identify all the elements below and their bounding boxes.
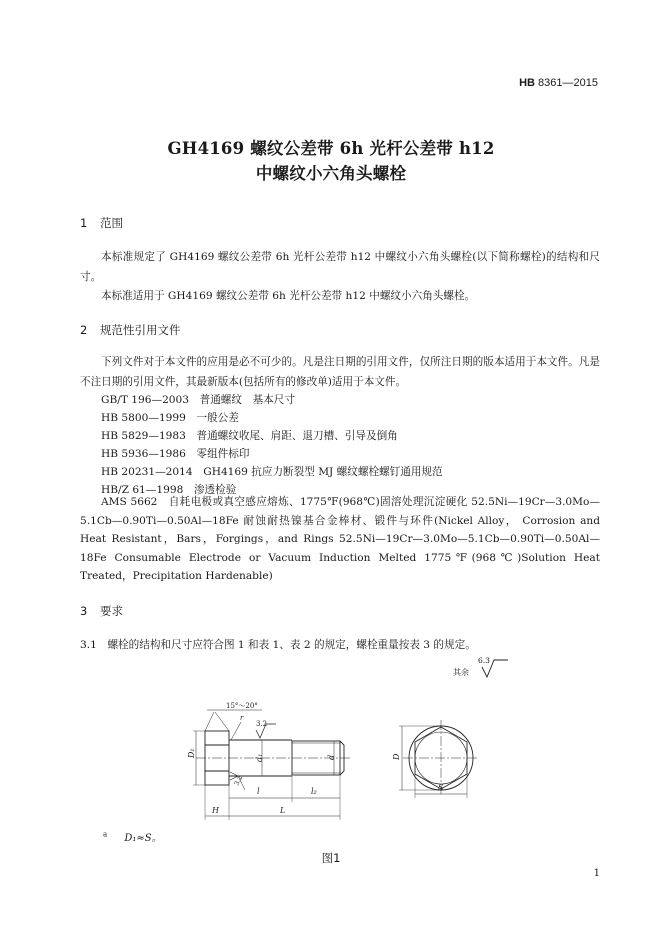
dim-l2: l₂ <box>311 787 317 796</box>
section-title: 范围 <box>100 216 123 230</box>
reference-ams: AMS 5662 自耗电极或真空感应熔炼、1775℉(968℃)固溶处理沉淀硬化 52.5Ni—19Cr—3.0Mo—5.1Cb—0.90Ti—0.50Al—18Fe 耐蚀耐热镍基合金棒材、锻件与环件(Nickel Alloy， Corrosion and Heat Resistant，Bars，Forgings，and Rings 52.5Ni—19Cr—3.0Mo—5.1Cb—0.90Ti—0.50Al—18Fe Consumable Electrode or Vacuum Induction Melted 1775℉(968℃)Solution Heat Treated，Precipitation Hardenable) <box>80 496 600 582</box>
reference-item: HB 5829—1983 普通螺纹收尾、肩距、退刀槽、引导及倒角 <box>101 430 398 442</box>
page-number: 1 <box>593 868 600 879</box>
note-text: D₁≈S。 <box>124 833 162 844</box>
figure-note <box>103 829 162 844</box>
bolt-drawing <box>0 650 662 830</box>
clause-3-1: 3.1 螺栓的结构和尺寸应符合图 1 和表 1、表 2 的规定，螺栓重量按表 3 的规定。 <box>80 639 476 651</box>
section-1-paragraph-2: 本标准适用于 GH4169 螺纹公差带 6h 光杆公差带 h12 中螺纹小六角头螺栓。 <box>101 290 476 302</box>
section-title: 规范性引用文件 <box>100 323 181 337</box>
roughness-value-head: 3.2 <box>256 720 268 728</box>
section-number: 1 <box>80 216 88 230</box>
angle-label: 15°～20° <box>226 702 258 710</box>
section-1-paragraph-1: 本标准规定了 GH4169 螺纹公差带 6h 光杆公差带 h12 中螺纹小六角头螺栓(以下简称螺栓)的结构和尺寸。 <box>80 251 600 283</box>
reference-item: HB 5936—1986 零组件标印 <box>101 448 250 460</box>
dim-D: D <box>392 753 401 760</box>
dim-l: l <box>257 787 260 796</box>
reference-item: GB/T 196—2003 普通螺纹 基本尺寸 <box>101 394 295 406</box>
dim-d: d <box>327 754 336 760</box>
remainder-label: 其余 <box>453 668 469 677</box>
standard-code: HB <box>519 77 535 89</box>
figure-caption: 图1 <box>321 851 341 865</box>
doc-title-line2: 中螺纹小六角头螺栓 <box>255 164 407 183</box>
dim-L: L <box>280 806 286 815</box>
dim-S: S <box>438 783 444 792</box>
section-number: 3 <box>80 604 88 618</box>
reference-item: HB 20231—2014 GH4169 抗应力断裂型 MJ 螺纹螺栓螺钉通用规范 <box>101 466 443 478</box>
reference-item: HB 5800—1999 一般公差 <box>101 412 239 424</box>
section-2-heading <box>80 322 181 338</box>
dim-D1: D₁ <box>187 748 196 758</box>
radius-label: r <box>240 714 244 722</box>
section-title: 要求 <box>100 604 123 618</box>
note-mark: a <box>103 830 108 839</box>
roughness-value-main: 6.3 <box>478 656 490 665</box>
section-1-heading <box>80 215 123 231</box>
dim-H: H <box>212 806 219 815</box>
reference-item: HB/Z 61—1998 渗透检验 <box>101 484 237 496</box>
standard-year: 8361—2015 <box>538 77 598 89</box>
section-number: 2 <box>80 323 88 337</box>
roughness-value-face: 3.2 <box>232 774 245 787</box>
dim-d1: d₁ <box>255 753 264 762</box>
section-3-heading <box>80 603 123 619</box>
standard-number <box>519 77 598 89</box>
doc-title-line1: GH4169 螺纹公差带 6h 光杆公差带 h12 <box>167 139 495 158</box>
section-2-paragraph-1: 下列文件对于本文件的应用是必不可少的。凡是注日期的引用文件，仅所注日期的版本适用于本文件。凡是不注日期的引用文件，其最新版本(包括所有的修改单)适用于本文件。 <box>80 356 600 388</box>
